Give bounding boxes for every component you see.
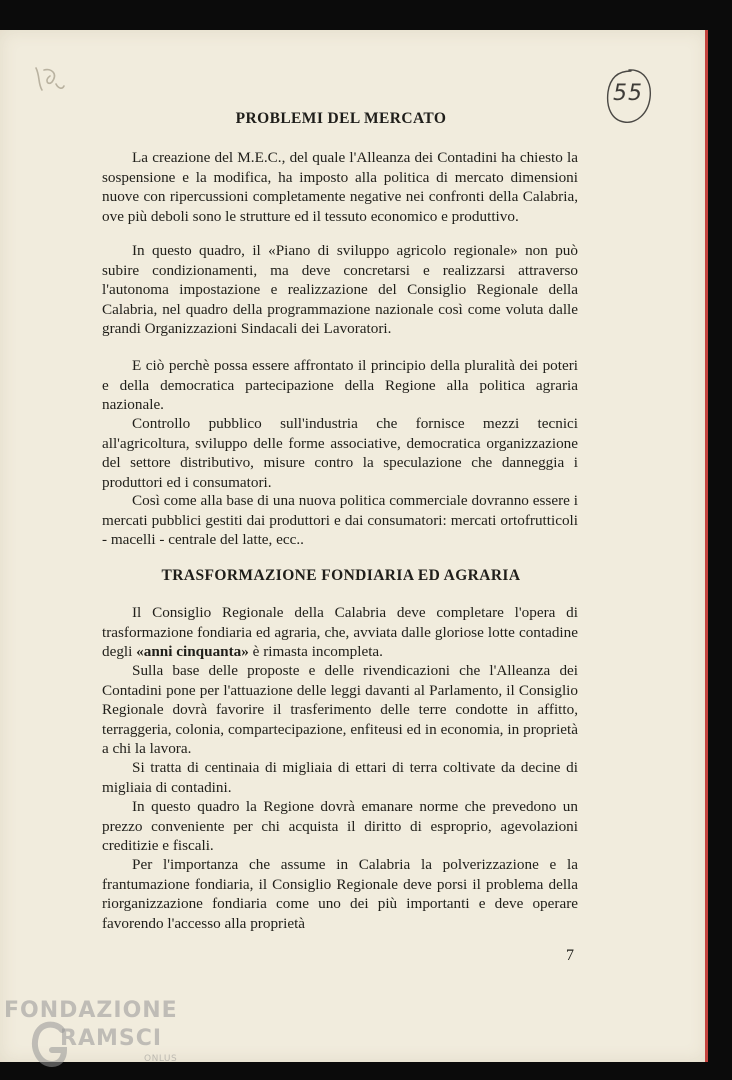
paragraph-text: Il Consiglio Regionale della Calabria deve completare l'opera di trasformazione fondiaria ed agraria, che, avviata dalle gloriose lotte contadine degli [102,604,578,661]
paragraph: Per l'importanza che assume in Calabria la polverizzazione e la frantumazione fondiaria, il Consiglio Regionale deve porsi il problema della riorganizzazione fondiaria come uno dei più importanti e deve operare favorendo l'accesso alla proprietà [102,856,578,932]
paragraph: Sulla base delle proposte e delle rivendicazioni che l'Alleanza dei Contadini pone per l'attuazione delle leggi davanti al Parlamento, il Consiglio Regionale dovrà favorire il trasferimento delle terre condotte in affitto, terraggeria, colonia, compartecipazione, enfiteusi ed in economia, in proprietà a chi la lavora. [102,662,578,758]
archive-number-text: 55 [613,81,643,106]
section-heading-trasformazione: TRASFORMAZIONE FONDIARIA ED AGRARIA [161,567,521,584]
pencil-mark [30,62,68,96]
section-heading-mercato: PROBLEMI DEL MERCATO [235,110,447,127]
watermark-line1: FONDAZIONE [4,998,178,1023]
page-edge [705,30,708,1062]
paragraph: La creazione del M.E.C., del quale l'Alleanza dei Contadini ha chiesto la sospensione e la modifica, ha imposto alla politica di mercato dimensioni nuove con ripercussioni completamente negative nei confronti della Calabria, ove più deboli sono le strutture ed il tessuto economico e produttivo. [102,149,578,225]
watermark-line2: RAMSCI [60,1026,163,1051]
paragraph: E ciò perchè possa essere affrontato il principio della pluralità dei poteri e della democratica partecipazione della Regione alla politica agraria nazionale. [102,357,578,414]
fondazione-gramsci-watermark [4,998,190,1080]
paragraph: Così come alla base di una nuova politica commerciale dovranno essere i mercati pubblici gestiti dai produttori e dai consumatori: mercati ortofrutticoli - macelli - centrale del latte, ecc.. [102,492,578,549]
paragraph-text: è rimasta incompleta. [248,643,383,661]
paragraph: Si tratta di centinaia di migliaia di ettari di terra coltivate da decine di migliaia di contadini. [102,759,578,796]
page-number: 7 [566,947,574,964]
paragraph: In questo quadro, il «Piano di sviluppo agricolo regionale» non può subire condizionamenti, ma deve concretarsi e realizzarsi attraverso l'autonoma impostazione e realizzazione del Consiglio Regionale della Calabria, nel quadro della programmazione nazionale così come voluta dalle grandi Organizzazioni Sindacali dei Lavoratori. [102,242,578,338]
paragraph [102,603,578,662]
paragraph: In questo quadro la Regione dovrà emanare norme che prevedono un prezzo conveniente per chi acquista il diritto di esproprio, agevolazioni creditizie e fiscali. [102,798,578,855]
paragraph: Controllo pubblico sull'industria che fornisce mezzi tecnici all'agricoltura, sviluppo delle forme associative, democratica organizzazione del settore distributivo, misure contro la speculazione che danneggia i produttori ed i consumatori. [102,415,578,491]
watermark-sub: ONLUS [144,1054,178,1064]
bold-phrase: «anni cinquanta» [136,643,249,661]
